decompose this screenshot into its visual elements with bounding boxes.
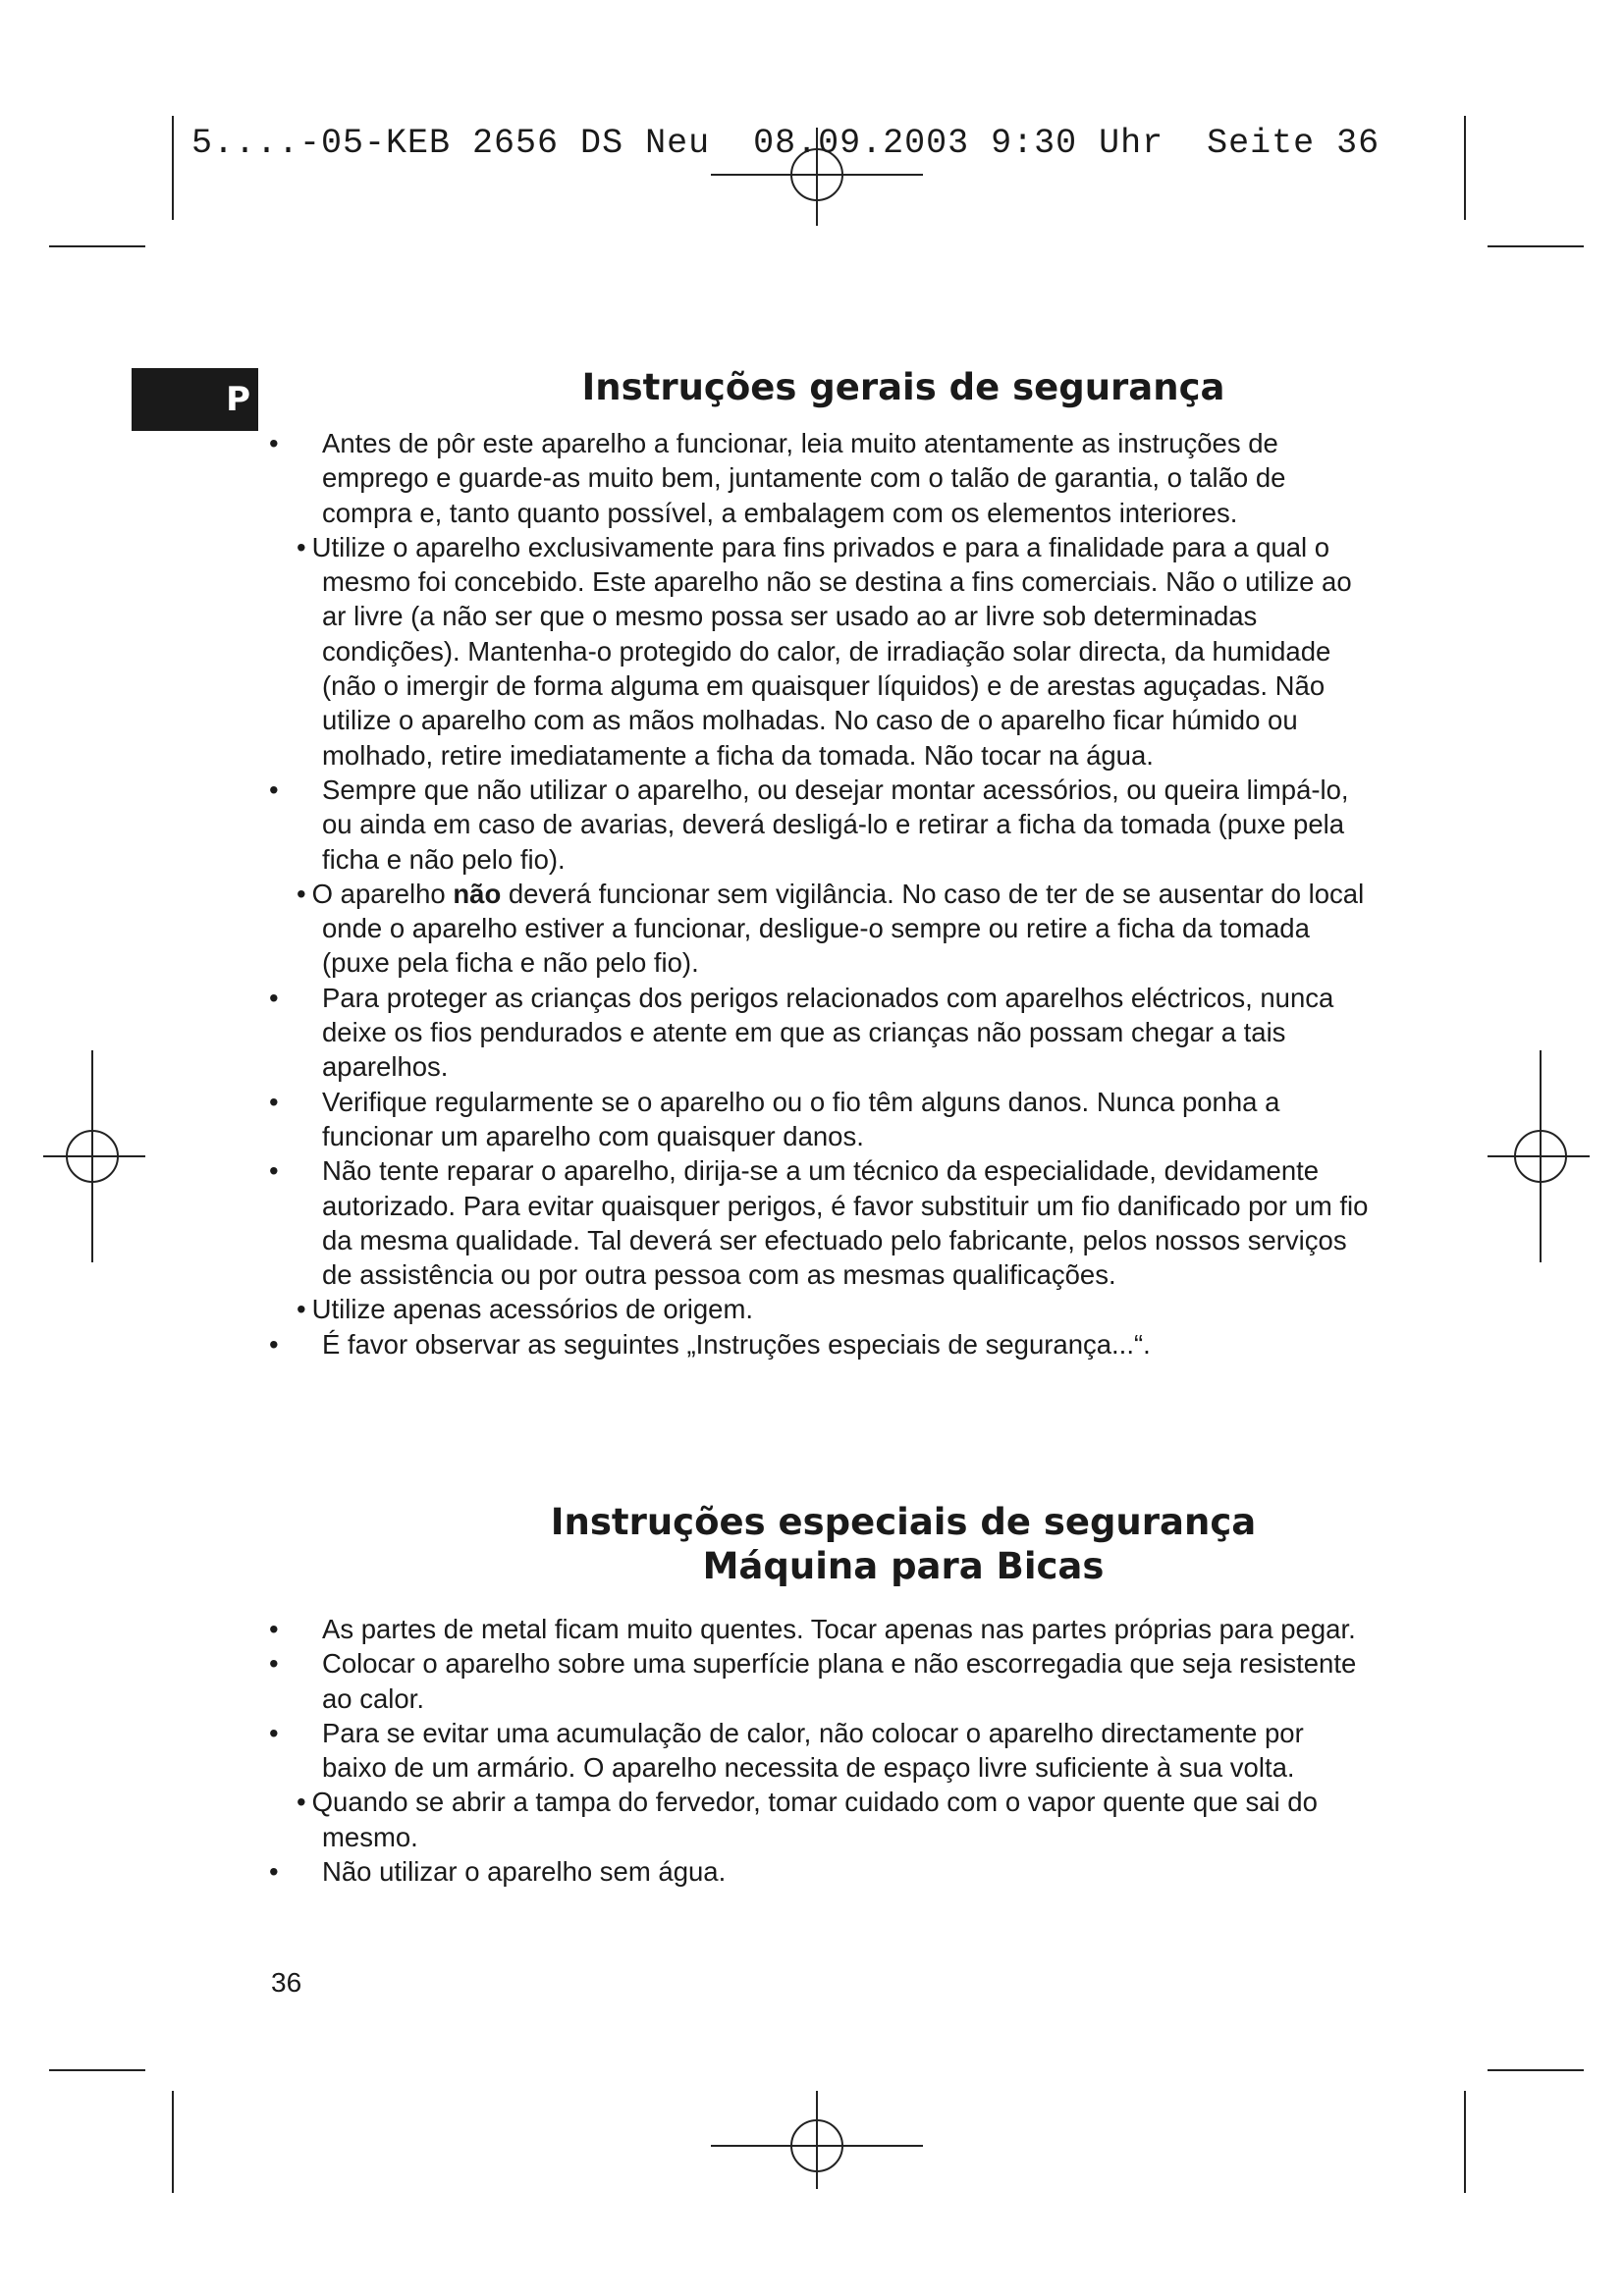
general-safety-heading: Instruções gerais de segurança [581,366,1225,408]
list-item-text: Não utilizar o aparelho sem água. [322,1856,727,1888]
crop-mark [1464,116,1466,220]
list-item [265,1785,1375,1854]
bullet-icon: • [269,1155,279,1187]
bullet-icon: • [297,531,306,562]
list-item-text: O aparelho [311,878,454,909]
list-item-text: Não tente reparar o aparelho, dirija-se a um técnico da especialidade, devidamente autorizado. Para evitar quaisquer perigos, é favor substituir um fio danificado por um fio da mesma qualidade. Tal deverá ser efectuado pelo fabricante, pelos nossos serviços de assistência ou por outra pessoa com as mesmas qualificações. [322,1155,1369,1291]
bullet-icon: • [269,982,279,1013]
list-item [265,1153,1375,1292]
product-name-title: Máquina para Bicas [702,1545,1105,1587]
bullet-icon: • [269,428,279,458]
registration-mark-icon [711,2091,923,2189]
bullet-icon: • [269,774,279,805]
crop-mark [1488,2069,1584,2071]
language-tab: P [132,368,258,431]
crop-mark [1488,245,1584,247]
list-item-text: Verifique regularmente se o aparelho ou o fio têm alguns danos. Nunca ponha a funcionar um aparelho com quaisquer danos. [322,1086,1280,1151]
list-item [265,877,1375,981]
crop-mark [172,2091,174,2193]
bullet-icon: • [269,1614,279,1644]
list-item-text: Utilize o aparelho exclusivamente para fins privados e para a finalidade para a qual o mesmo foi concebido. Este aparelho não se destina a fins comerciais. Não o utilize ao ar livre (a não ser que o mesmo possa ser usado ao ar livre sob determinadas condições). Mantenha-o protegido do calor, de irradiação solar directa, da humidade (não o imergir de forma alguma em quaisquer líquidos) e de arestas aguçadas. Não utilize o aparelho com as mãos molhadas. No caso de o aparelho ficar húmido ou molhado, retire imediatamente a ficha da tomada. Não tocar na água. [311,531,1352,771]
list-item [265,1646,1375,1716]
special-safety-heading [245,1500,1561,1588]
list-item [265,981,1375,1085]
list-item [265,773,1375,877]
list-item [265,1085,1375,1154]
list-item [265,1327,1375,1362]
list-item-text: Para proteger as crianças dos perigos relacionados com aparelhos eléctricos, nunca deixe os fios pendurados e atente em que as crianças não possam chegar a tais aparelhos. [322,982,1334,1083]
list-item [265,1612,1375,1646]
list-item-text: Quando se abrir a tampa do fervedor, tomar cuidado com o vapor quente que sai do mesmo. [311,1787,1318,1852]
list-item [265,1716,1375,1786]
list-item-text: Antes de pôr este aparelho a funcionar, leia muito atentamente as instruções de emprego e guarde-as muito bem, juntamente com o talão de garantia, o talão de compra e, tanto quanto possível, a embalagem com os elementos interiores. [322,428,1286,528]
bullet-icon: • [297,878,306,909]
page-number: 36 [271,1967,302,1998]
special-safety-title: Instruções especiais de segurança [550,1501,1257,1543]
bullet-icon: • [297,1787,306,1818]
list-item-text: Utilize apenas acessórios de origem. [311,1294,754,1325]
list-item-text: As partes de metal ficam muito quentes. Tocar apenas nas partes próprias para pegar. [322,1614,1356,1644]
bullet-icon: • [269,1717,279,1748]
list-item-text: Sempre que não utilizar o aparelho, ou desejar montar acessórios, ou queira limpá-lo, ou ainda em caso de avarias, deverá desligá-lo e retirar a ficha da tomada (puxe pela ficha e não pelo fio). [322,774,1349,875]
general-safety-list [265,426,1375,1362]
print-slug: 5....-05-KEB 2656 DS Neu 08.09.2003 9:30 Uhr Seite 36 [191,124,1380,163]
bullet-icon: • [269,1856,279,1888]
registration-mark-icon [43,1050,145,1262]
emphasis-not: não [453,878,502,909]
registration-mark-icon [1488,1050,1590,1262]
list-item-text: Colocar o aparelho sobre uma superfície plana e não escorregadia que seja resistente ao calor. [322,1648,1357,1714]
bullet-icon: • [269,1086,279,1117]
crop-mark [1464,2091,1466,2193]
list-item-text: Para se evitar uma acumulação de calor, não colocar o aparelho directamente por baixo de um armário. O aparelho necessita de espaço livre suficiente à sua volta. [322,1717,1304,1784]
crop-mark [49,2069,145,2071]
list-item [265,1292,1375,1326]
list-item-text: deverá funcionar sem vigilância. No caso de ter de se ausentar do local onde o aparelho estiver a funcionar, desligue-o sempre ou retire a ficha da tomada (puxe pela ficha e não pelo fio). [322,878,1365,979]
bullet-icon: • [269,1648,279,1680]
crop-mark [172,116,174,220]
special-safety-list [265,1612,1375,1889]
list-item [265,1854,1375,1889]
bullet-icon: • [297,1294,306,1325]
list-item-text: É favor observar as seguintes „Instruções especiais de segurança...“. [322,1328,1151,1360]
list-item [265,530,1375,773]
list-item [265,426,1375,530]
crop-mark [49,245,145,247]
bullet-icon: • [269,1328,279,1360]
